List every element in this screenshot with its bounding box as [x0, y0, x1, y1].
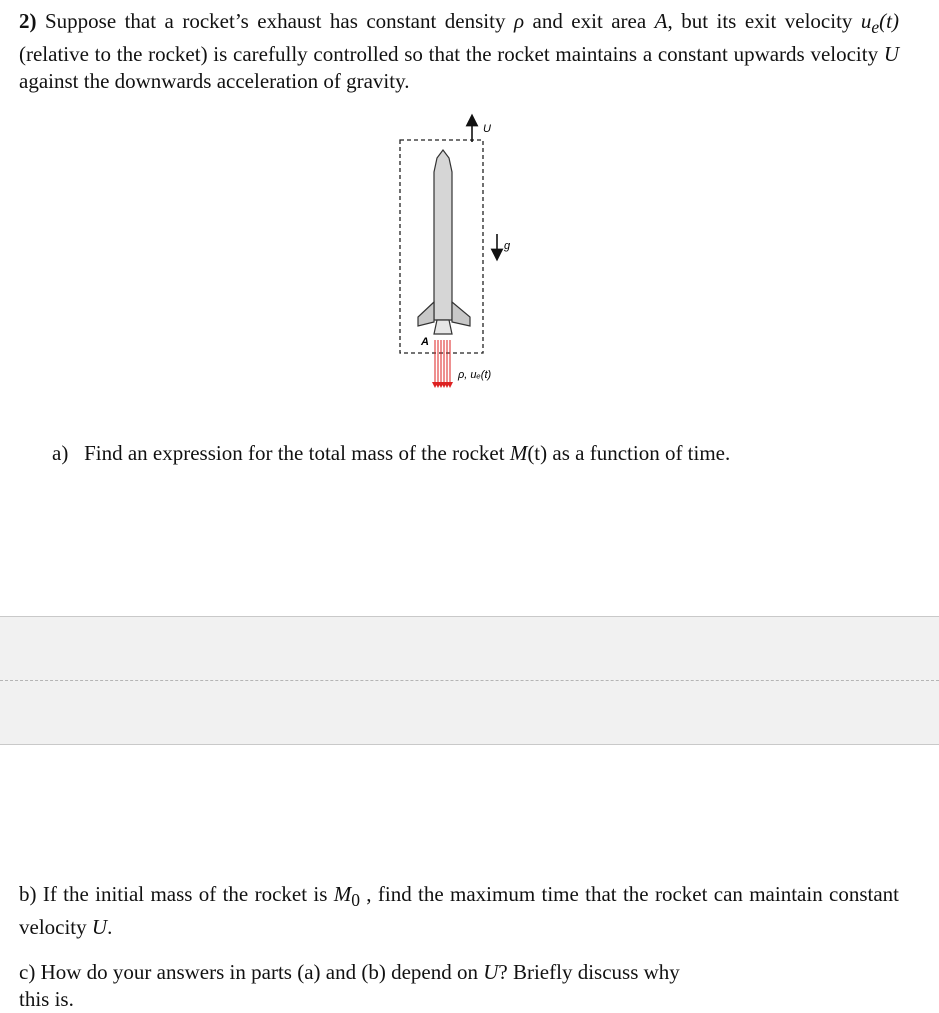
q2-text-3: , but its exit velocity [667, 9, 861, 33]
U-symbol-c: U [483, 960, 499, 984]
ue-subscript: e [871, 17, 880, 38]
rocket-figure [380, 110, 540, 400]
rocket-fin-left [418, 302, 434, 326]
page-break-line [0, 680, 939, 681]
M-symbol: M [509, 441, 528, 465]
part-b-text [19, 881, 899, 941]
label-A: A [421, 336, 429, 348]
page-separator [0, 616, 939, 745]
U-symbol: U [883, 42, 899, 67]
part-c-text-3: this is. [19, 987, 74, 1011]
part-c-text-2: ? Briefly discuss why [498, 960, 680, 984]
question-2-text [19, 8, 899, 95]
M-arg: (t) [527, 441, 548, 465]
label-U: U [483, 123, 491, 135]
part-a-label: a) [52, 441, 69, 465]
part-a-text-2: as a function of time. [547, 441, 731, 465]
M0-subscript: 0 [351, 890, 360, 911]
q2-text-4: (relative to the rocket) is carefully controlled so that the rocket maintains a constant upwards velocity [19, 42, 884, 67]
part-b-text-1: If the initial mass of the rocket is [36, 882, 334, 906]
exhaust-arrows [435, 340, 450, 385]
rocket-body [434, 150, 452, 320]
part-c-text-1: How do your answers in parts (a) and (b) depend on [35, 960, 484, 984]
part-b-text-2: , find the maximum time that the rocket can maintain constant velocity [19, 882, 900, 940]
area-symbol: A [654, 9, 668, 33]
question-number: 2) [19, 9, 37, 33]
M0-symbol: M [333, 882, 352, 906]
q2-text-1: Suppose that a rocket’s exhaust has constant density [36, 9, 514, 33]
rocket-nozzle [434, 320, 452, 334]
label-g: g [504, 240, 511, 252]
part-a-text [52, 440, 730, 467]
ue-arg: (t) [879, 9, 899, 33]
rho-symbol: ρ [513, 9, 525, 33]
part-b-label: b) [19, 882, 37, 906]
U-symbol-b: U [91, 915, 108, 940]
label-exhaust: ρ, uₑ(t) [458, 369, 492, 381]
part-b-text-3: . [107, 915, 113, 940]
rocket-fin-right [452, 302, 470, 326]
q2-text-5: against the downwards acceleration of gravity. [19, 69, 410, 94]
part-c-label: c) [19, 960, 36, 984]
part-a-text-1: Find an expression for the total mass of the rocket [84, 441, 510, 465]
ue-symbol: u [860, 9, 872, 33]
part-c-text [19, 959, 899, 1013]
q2-text-2: and exit area [524, 9, 655, 33]
